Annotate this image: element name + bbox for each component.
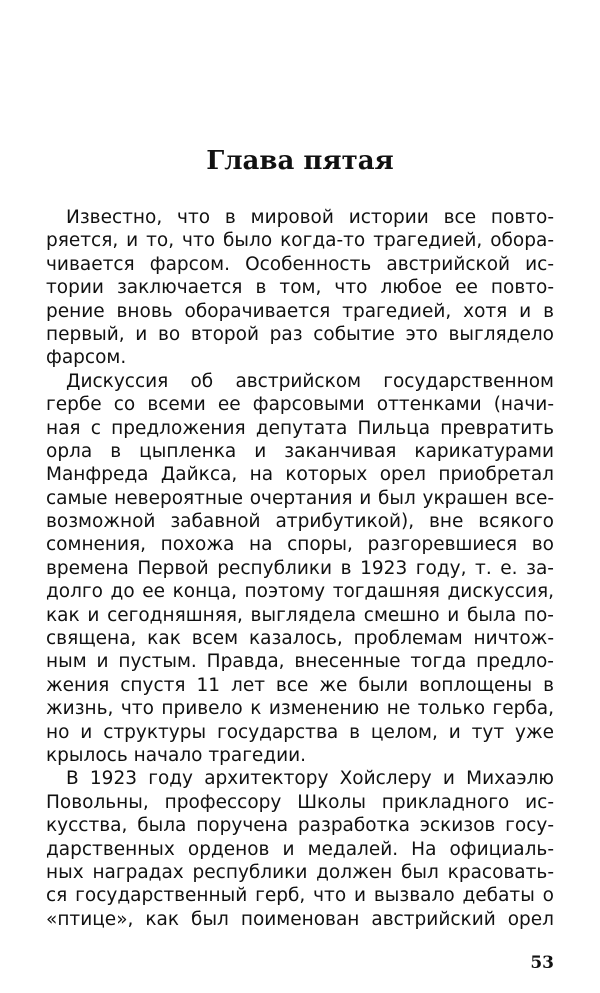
text-line: ряется, и то, что было когда-то трагедией, обора- [46,230,554,252]
text-line: как и сегодняшняя, выглядела смешно и была по- [46,604,554,626]
text-line: самые невероятные очертания и был украшен все- [46,487,554,509]
text-line: времена Первой республики в 1923 году, т. е. за- [46,557,554,579]
paragraph [46,370,554,768]
text-line: первый, и во второй раз событие это выглядело [46,323,554,345]
text-line: жизнь, что привело к изменению не только герба, [46,698,554,720]
text-line: возможной забавной атрибутикой), вне всякого [46,511,554,533]
paragraph [46,767,554,931]
text-line: чивается фарсом. Особенность австрийской ис- [46,253,554,275]
text-line: но и структуры государства в целом, и тут уже [46,721,554,743]
text-line: сомнения, похожа на споры, разгоревшиеся во [46,534,554,556]
text-line: Дискуссия об австрийском государственном [66,370,554,392]
text-line: ных наградах республики должен был красовать- [46,861,554,883]
text-line: «птице», как был поименован австрийский орел [46,908,554,930]
text-line: кусства, была поручена разработка эскизов госу- [46,815,554,837]
text-line: долго до ее конца, поэтому тогдашняя дискуссия, [46,581,554,603]
chapter-title: Глава пятая [206,146,394,176]
text-line: жения спустя 11 лет все же были воплощены в [46,674,554,696]
text-line: тории заключается в том, что любое ее повто- [46,277,554,299]
text-line: священа, как всем казалось, проблемам ничтож- [46,628,554,650]
text-line: гербе со всеми ее фарсовыми оттенками (начи- [46,394,554,416]
text-line: Манфреда Дайкса, на которых орел приобретал [46,464,554,486]
text-line: рение вновь оборачивается трагедией, хотя и в [46,300,554,322]
text-line: дарственных орденов и медалей. На официаль- [46,838,554,860]
text-line: В 1923 году архитектору Хойслеру и Михаэлю [66,768,554,790]
text-line: Повольны, профессору Школы прикладного ис- [46,791,554,813]
text-line: Известно, что в мировой истории все повто- [66,207,554,228]
text-line: фарсом. [46,347,127,369]
text-line: орла в цыпленка и заканчивая карикатурами [46,440,554,462]
page-number: 53 [530,953,554,973]
paragraph [46,206,554,370]
text-line: ся государственный герб, что и вызвало дебаты о [46,885,554,907]
text-line: ная с предложения депутата Пильца превратить [46,417,554,439]
body-text [46,206,554,931]
text-line: ным и пустым. Правда, внесенные тогда предло- [46,651,554,673]
text-line: крылось начало трагедии. [46,744,307,766]
